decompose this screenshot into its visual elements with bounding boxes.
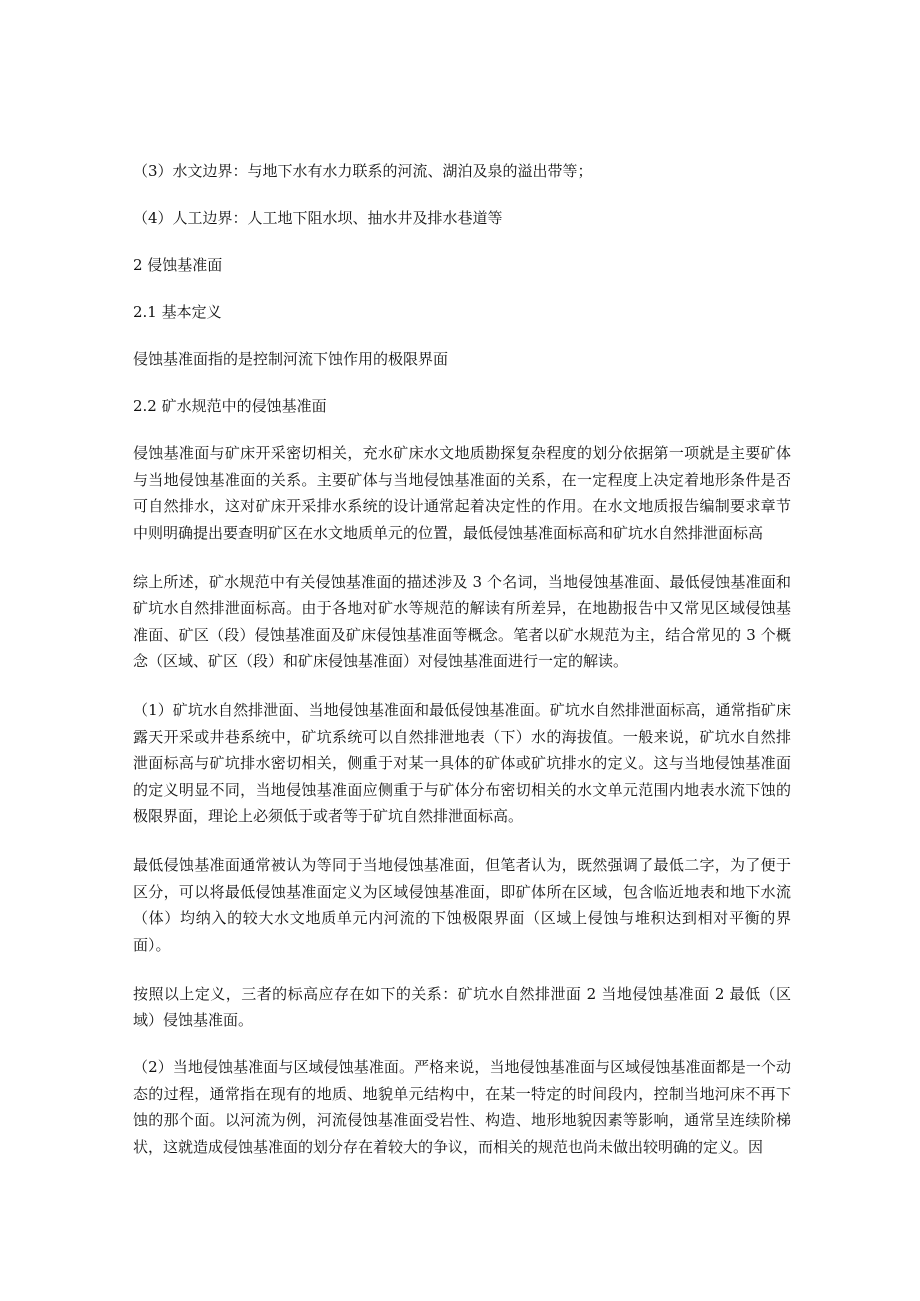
document-page: [133, 158, 791, 1160]
section-heading-erosion-base: 2 侵蚀基准面: [133, 256, 223, 274]
paragraph-point-2: （2）当地侵蚀基准面与区域侵蚀基准面。严格来说，当地侵蚀基准面与区域侵蚀基准面都是一个动态的过程，通常指在现有的地质、地貌单元结构中，在某一特定的时间段内，控制当地河床不再下蚀的那个面。以河流为例，河流侵蚀基准面受岩性、构造、地形地貌因素等影响，通常呈连续阶梯状，这就造成侵蚀基准面的划分存在着较大的争议，而相关的规范也尚未做出较明确的定义。因: [133, 1058, 791, 1156]
paragraph-definition: 侵蚀基准面指的是控制河流下蚀作用的极限界面: [133, 350, 449, 368]
paragraph-mining-relation: 侵蚀基准面与矿床开采密切相关，充水矿床水文地质勘探复杂程度的划分依据第一项就是主要矿体与当地侵蚀基准面的关系。主要矿体与当地侵蚀基准面的关系，在一定程度上决定着地形条件是否可自然排水，这对矿床开采排水系统的设计通常起着决定性的作用。在水文地质报告编制要求章节中则明确提出要查明矿区在水文地质单元的位置，最低侵蚀基准面标高和矿坑水自然排泄面标高: [133, 444, 791, 542]
paragraph-elevation-relation: 按照以上定义，三者的标高应存在如下的关系：矿坑水自然排泄面 2 当地侵蚀基准面 2 最低（区域）侵蚀基准面。: [133, 984, 791, 1029]
paragraph-hydrologic-boundary: （3）水文边界：与地下水有水力联系的河流、湖泊及泉的溢出带等；: [133, 162, 593, 180]
paragraph-artificial-boundary: （4）人工边界：人工地下阻水坝、抽水井及排水巷道等: [133, 209, 503, 227]
paragraph-summary: 综上所述，矿水规范中有关侵蚀基准面的描述涉及 3 个名词，当地侵蚀基准面、最低侵蚀基准面和矿坑水自然排泄面标高。由于各地对矿水等规范的解读有所差异，在地勘报告中又常见区域侵蚀基准面、矿区（段）侵蚀基准面及矿床侵蚀基准面等概念。笔者以矿水规范为主，结合常见的 3 个概念（区域、矿区（段）和矿床侵蚀基准面）对侵蚀基准面进行一定的解读。: [133, 572, 791, 670]
subsection-heading-basic-definition: 2.1 基本定义: [133, 303, 222, 321]
paragraph-point-1: （1）矿坑水自然排泄面、当地侵蚀基准面和最低侵蚀基准面。矿坑水自然排泄面标高，通常指矿床露天开采或井巷系统中，矿坑系统可以自然排泄地表（下）水的海拔值。一般来说，矿坑水自然排泄面标高与矿坑排水密切相关，侧重于对某一具体的矿体或矿坑排水的定义。这与当地侵蚀基准面的定义明显不同，当地侵蚀基准面应侧重于与矿体分布密切相关的水文单元范围内地表水流下蚀的极限界面，理论上必须低于或者等于矿坑自然排泄面标高。: [133, 701, 791, 825]
subsection-heading-regulation: 2.2 矿水规范中的侵蚀基准面: [133, 397, 327, 415]
paragraph-lowest-base: 最低侵蚀基准面通常被认为等同于当地侵蚀基准面，但笔者认为，既然强调了最低二字，为了便于区分，可以将最低侵蚀基准面定义为区域侵蚀基准面，即矿体所在区域，包含临近地表和地下水流（体）均纳入的较大水文地质单元内河流的下蚀极限界面（区域上侵蚀与堆积达到相对平衡的界面）。: [133, 856, 791, 954]
